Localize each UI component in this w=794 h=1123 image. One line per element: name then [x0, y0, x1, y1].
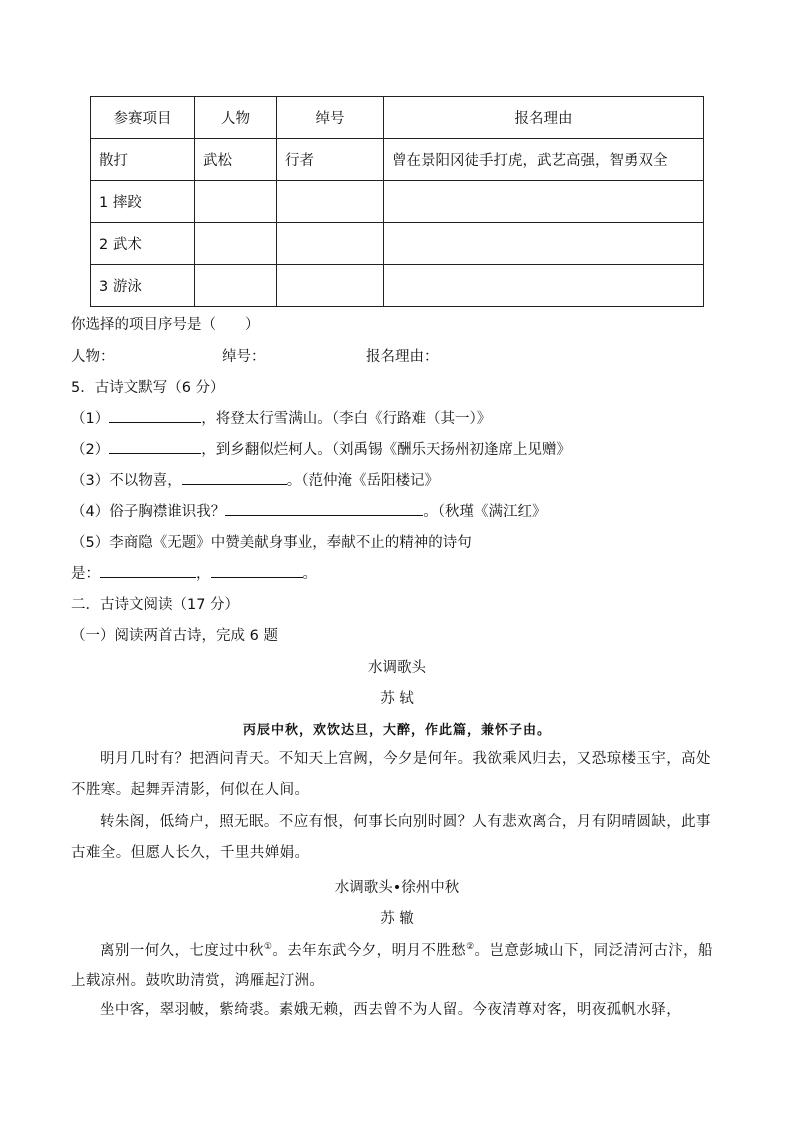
poem1-stanza-1: 明月几时有？把酒问青天。不知天上宫阙，今夕是何年。我欲乘风归去，又恐琼楼玉宇，高处不胜寒。起舞弄清影，何似在人间。 [71, 751, 711, 798]
table-row [91, 265, 704, 307]
answer-blank[interactable] [109, 407, 201, 423]
item-number: （2） [71, 442, 110, 458]
item-text: 李商隐《无题》中赞美献身事业，奉献不止的精神的诗句 [109, 535, 472, 551]
stanza-text: 。岂意彭城山下，同泛清河古汴，船上载凉州。鼓吹助清赏，鸿雁起汀洲。 [71, 942, 713, 990]
item-number: （1） [71, 411, 110, 427]
stanza-text: 。去年东武今夕，明月不胜愁 [272, 942, 467, 959]
header-nickname: 绰号 [277, 97, 384, 139]
item-number: （4） [71, 504, 110, 520]
footnote-marker: ① [263, 942, 273, 952]
answer-cell[interactable] [277, 223, 384, 265]
table-cell: 散打 [91, 139, 195, 181]
table-row [91, 139, 704, 181]
poem1-author: 苏 轼 [380, 691, 414, 707]
q5-item-1 [71, 407, 491, 428]
table-row [91, 223, 704, 265]
header-person: 人物 [195, 97, 277, 139]
person-label: 人物： [71, 349, 115, 365]
poem1-stanza-2: 转朱阁，低绮户，照无眠。不应有恨，何事长向别时圆？人有悲欢离合，月有阴晴圆缺，此事古难全。但愿人长久，千里共婵娟。 [71, 814, 711, 861]
answer-blank[interactable] [109, 438, 201, 454]
header-event: 参赛项目 [91, 97, 195, 139]
registration-table [90, 96, 704, 307]
item-prefix: 不以物喜， [109, 473, 182, 489]
reason-label: 报名理由： [366, 349, 439, 365]
answer-cell[interactable] [384, 265, 704, 307]
item-prefix: 是： [71, 566, 100, 582]
item-end: 。 [302, 566, 317, 582]
poem1-preface: 丙辰中秋，欢饮达旦，大醉，作此篇，兼怀子由。 [242, 723, 551, 738]
poem2-stanza-2: 坐中客，翠羽帔，紫绮裘。素娥无赖，西去曾不为人留。今夜清尊对客，明夜孤帆水驿， [100, 1002, 682, 1018]
q5-item-5 [71, 531, 472, 552]
answer-blank[interactable] [225, 500, 423, 516]
table-cell: 武松 [195, 139, 277, 181]
poem2-stanza-1 [71, 932, 723, 997]
section2-title: 二．古诗文阅读（17 分） [71, 597, 240, 613]
q5-title: 5．古诗文默写（6 分） [71, 380, 225, 396]
header-reason: 报名理由 [384, 97, 704, 139]
poem2-title: 水调歌头•徐州中秋 [334, 880, 460, 896]
choice-question: 你选择的项目序号是（ ） [71, 317, 260, 333]
item-text: 。（范仲淹《岳阳楼记》 [286, 473, 439, 489]
answer-cell[interactable] [277, 181, 384, 223]
poem1-title: 水调歌头 [368, 660, 426, 676]
answer-cell[interactable] [384, 223, 704, 265]
answer-cell[interactable] [384, 181, 704, 223]
answer-blank[interactable] [211, 562, 303, 578]
poem2-author: 苏 辙 [380, 911, 414, 927]
answer-blank[interactable] [100, 562, 196, 578]
table-cell: 曾在景阳冈徒手打虎，武艺高强，智勇双全 [384, 139, 704, 181]
q5-item-3 [71, 469, 439, 490]
q5-item-5-continued [71, 562, 317, 583]
item-number: （5） [71, 535, 110, 551]
answer-cell[interactable] [195, 265, 277, 307]
answer-cell[interactable] [277, 265, 384, 307]
answer-cell[interactable] [195, 181, 277, 223]
item-text: ，到乡翻似烂柯人。（刘禹锡《酬乐天扬州初逢席上见赠》 [201, 442, 571, 458]
answer-cell[interactable] [195, 223, 277, 265]
item-comma: ， [196, 566, 211, 582]
table-cell: 1 摔跤 [91, 181, 195, 223]
table-row [91, 181, 704, 223]
q5-item-4 [71, 500, 546, 521]
item-prefix: 俗子胸襟谁识我？ [109, 504, 226, 520]
table-cell: 行者 [277, 139, 384, 181]
item-number: （3） [71, 473, 110, 489]
footnote-marker: ② [466, 942, 475, 952]
item-text: 。（秋瑾《满江红》 [423, 504, 547, 520]
q5-item-2 [71, 438, 571, 459]
section2-sub: （一）阅读两首古诗，完成 6 题 [71, 628, 278, 644]
item-text: ，将登太行雪满山。（李白《行路难（其一）》 [201, 411, 492, 427]
table-header-row [91, 97, 704, 139]
table-cell: 2 武术 [91, 223, 195, 265]
nickname-label: 绰号： [222, 349, 266, 365]
answer-blank[interactable] [182, 469, 287, 485]
table-cell: 3 游泳 [91, 265, 195, 307]
stanza-text: 离别一何久，七度过中秋 [100, 942, 264, 959]
